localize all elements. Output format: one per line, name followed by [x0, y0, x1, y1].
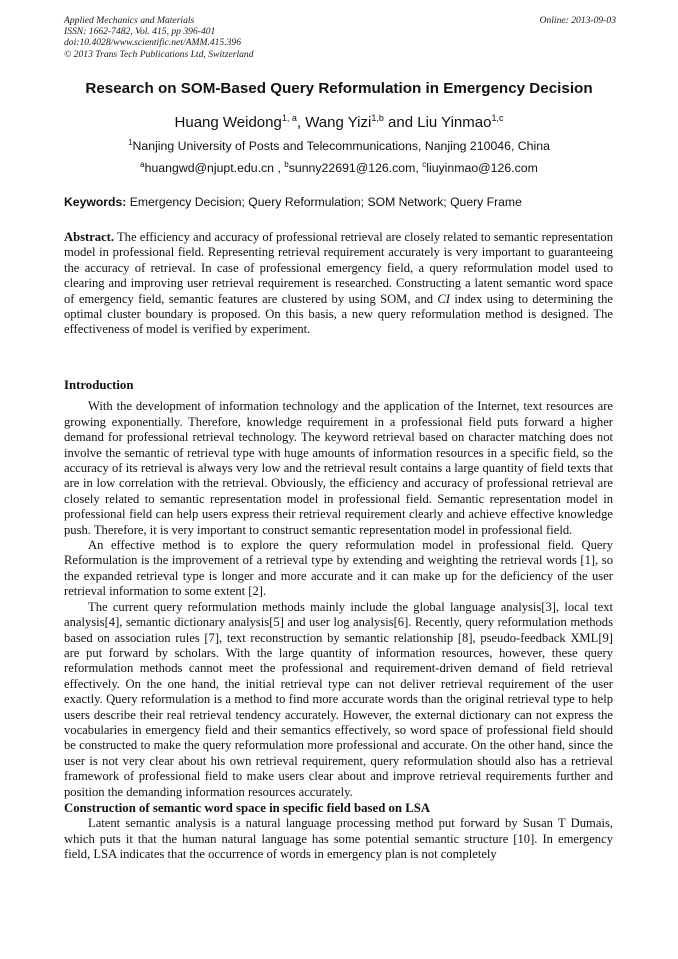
author-sup: 1,c — [491, 113, 504, 123]
email-sup: a — [140, 160, 145, 169]
main-body — [64, 378, 613, 863]
affiliation-sup: 1 — [128, 138, 133, 147]
email-list: $^a$huangwd@njupt.edu.cn , $^b$sunny22691@126.com, $^c$liuyinmao@126.com — [140, 160, 538, 176]
paragraph: An effective method is to explore the query reformulation model in professional field. Query Reformulation is the improvement of a retrieval type by extending and weighting the retrieval words [1], so the expanded retrieval type is longer and more accurate and it can make up for the deficiency of the user retrieval information to some extent [2]. — [64, 538, 613, 599]
paragraph: Latent semantic analysis is a natural language processing method put forward by Susan T Dumais, which puts it that the human natural language has some potential semantic structure [10]. In emergency field, LSA indicates that the occurrence of words in emergency plan is not completely — [64, 816, 613, 862]
affiliation — [40, 138, 638, 153]
copyright-line: © 2013 Trans Tech Publications Ltd, Switzerland — [64, 48, 254, 60]
email-sup: c — [422, 160, 427, 169]
section-heading-lsa: Construction of semantic word space in specific field based on LSA — [64, 800, 431, 815]
abstract-ci-term: CI — [437, 291, 450, 306]
keywords-label: Keywords: — [64, 195, 127, 209]
paragraph: The current query reformulation methods mainly include the global language analysis[3], local text analysis[4], semantic dictionary analysis[5] and user log analysis[6]. Recently, query reformulation methods based on association rules [7], text reconstruction by semantic relationship [8], pseudo-feedback XML[9] are put forward by scholars. With the large quantity of information resources, however, these query reformulation methods cannot meet the professional and requirement-driven demand of field retrieval effectively. On the one hand, the initial retrieval type can not deliver retrieval requirement of the user exactly. Query reformulation is a method to find more accurate words than the original retrieval type to help users describe their real retrieval tendency accurately. However, the external dictionary can not express the vocabularies in emergency field and their semantics effectively, so word space of professional field should be constructed to make the query reformulation more professional and accurate. On the other hand, since the user is not very clear about his own retrieval requirement, query reformulation should also has a retrieval framework of professional field to make users clear about and improve retrieval requirements further and position the demanding information resources accurately. — [64, 599, 613, 799]
email-address[interactable]: sunny22691@126.com — [288, 161, 416, 176]
abstract-paragraph — [64, 230, 613, 338]
issn-line: ISSN: 1662-7482, Vol. 415, pp 396-401 — [64, 26, 216, 38]
author-name: Wang Yizi — [305, 114, 372, 131]
email-address[interactable]: liuyinmao@126.com — [426, 161, 538, 176]
author-sup: 1,b — [371, 113, 384, 123]
doi-line: doi:10.4028/www.scientific.net/AMM.415.396 — [64, 37, 242, 49]
abstract-text-2: index using to determining the optimal cluster boundary is proposed. On this basis, a new query reformulation method is designed. The effectiveness of model is verified by experiment. — [64, 291, 613, 337]
journal-header — [64, 15, 616, 60]
online-date: Online: 2013-09-03 — [539, 15, 616, 26]
author-name: Liu Yinmao — [417, 114, 492, 131]
author-sup: 1, a — [281, 113, 297, 123]
abstract — [64, 230, 613, 338]
email-sup: b — [284, 160, 289, 169]
author-name: Huang Weidong — [174, 114, 282, 131]
paper-title: Research on SOM-Based Query Reformulation in Emergency Decision — [85, 80, 593, 97]
author-list: Huang Weidong$^{1, a}$, Wang Yizi$^{1,b}$ and Liu Yinmao$^{1,c}$ — [174, 113, 504, 131]
email-address[interactable]: huangwd@njupt.edu.cn — [144, 161, 275, 176]
paragraph: With the development of information technology and the application of the Internet, text resources are growing exponentially. Therefore, knowledge requirement in a professional field puts forward a higher demand for professional retrieval technology. The keyword retrieval based on character matching does not involve the semantic of retrieval type with huge amounts of information resources in a specific field, so the accuracy of its retrieval is always very low and the retrieval result contains a large quantity of field texts that are in low correlation with the retrieval. Obviously, the efficiency and accuracy of professional retrieval are closely related to semantic representation model in professional field. Semantic representation model in professional field can help users express their retrieval requirement clearly and achieve effective knowledge push. Therefore, it is very important to construct semantic representation model in professional field. — [64, 399, 613, 537]
keywords — [64, 195, 616, 209]
section-heading-introduction: Introduction — [64, 378, 134, 392]
keywords-text: Emergency Decision; Query Reformulation; SOM Network; Query Frame — [129, 195, 522, 209]
abstract-text-1: The efficiency and accuracy of professional retrieval are closely related to semantic representation model in professional field. Representing retrieval requirement accurately is very important to guaranteeing the accuracy of retrieval. In case of professional emergency field, a query reformulation model used to clearing and improving user retrieval requirement is researched. Constructing a latent semantic word space of emergency field, semantic features are clustered by using SOM, and — [64, 230, 614, 306]
abstract-label: Abstract. — [64, 230, 115, 244]
journal-name: Applied Mechanics and Materials — [64, 15, 195, 26]
affiliation-text: Nanjing University of Posts and Telecommunications, Nanjing 210046, China — [132, 139, 550, 154]
